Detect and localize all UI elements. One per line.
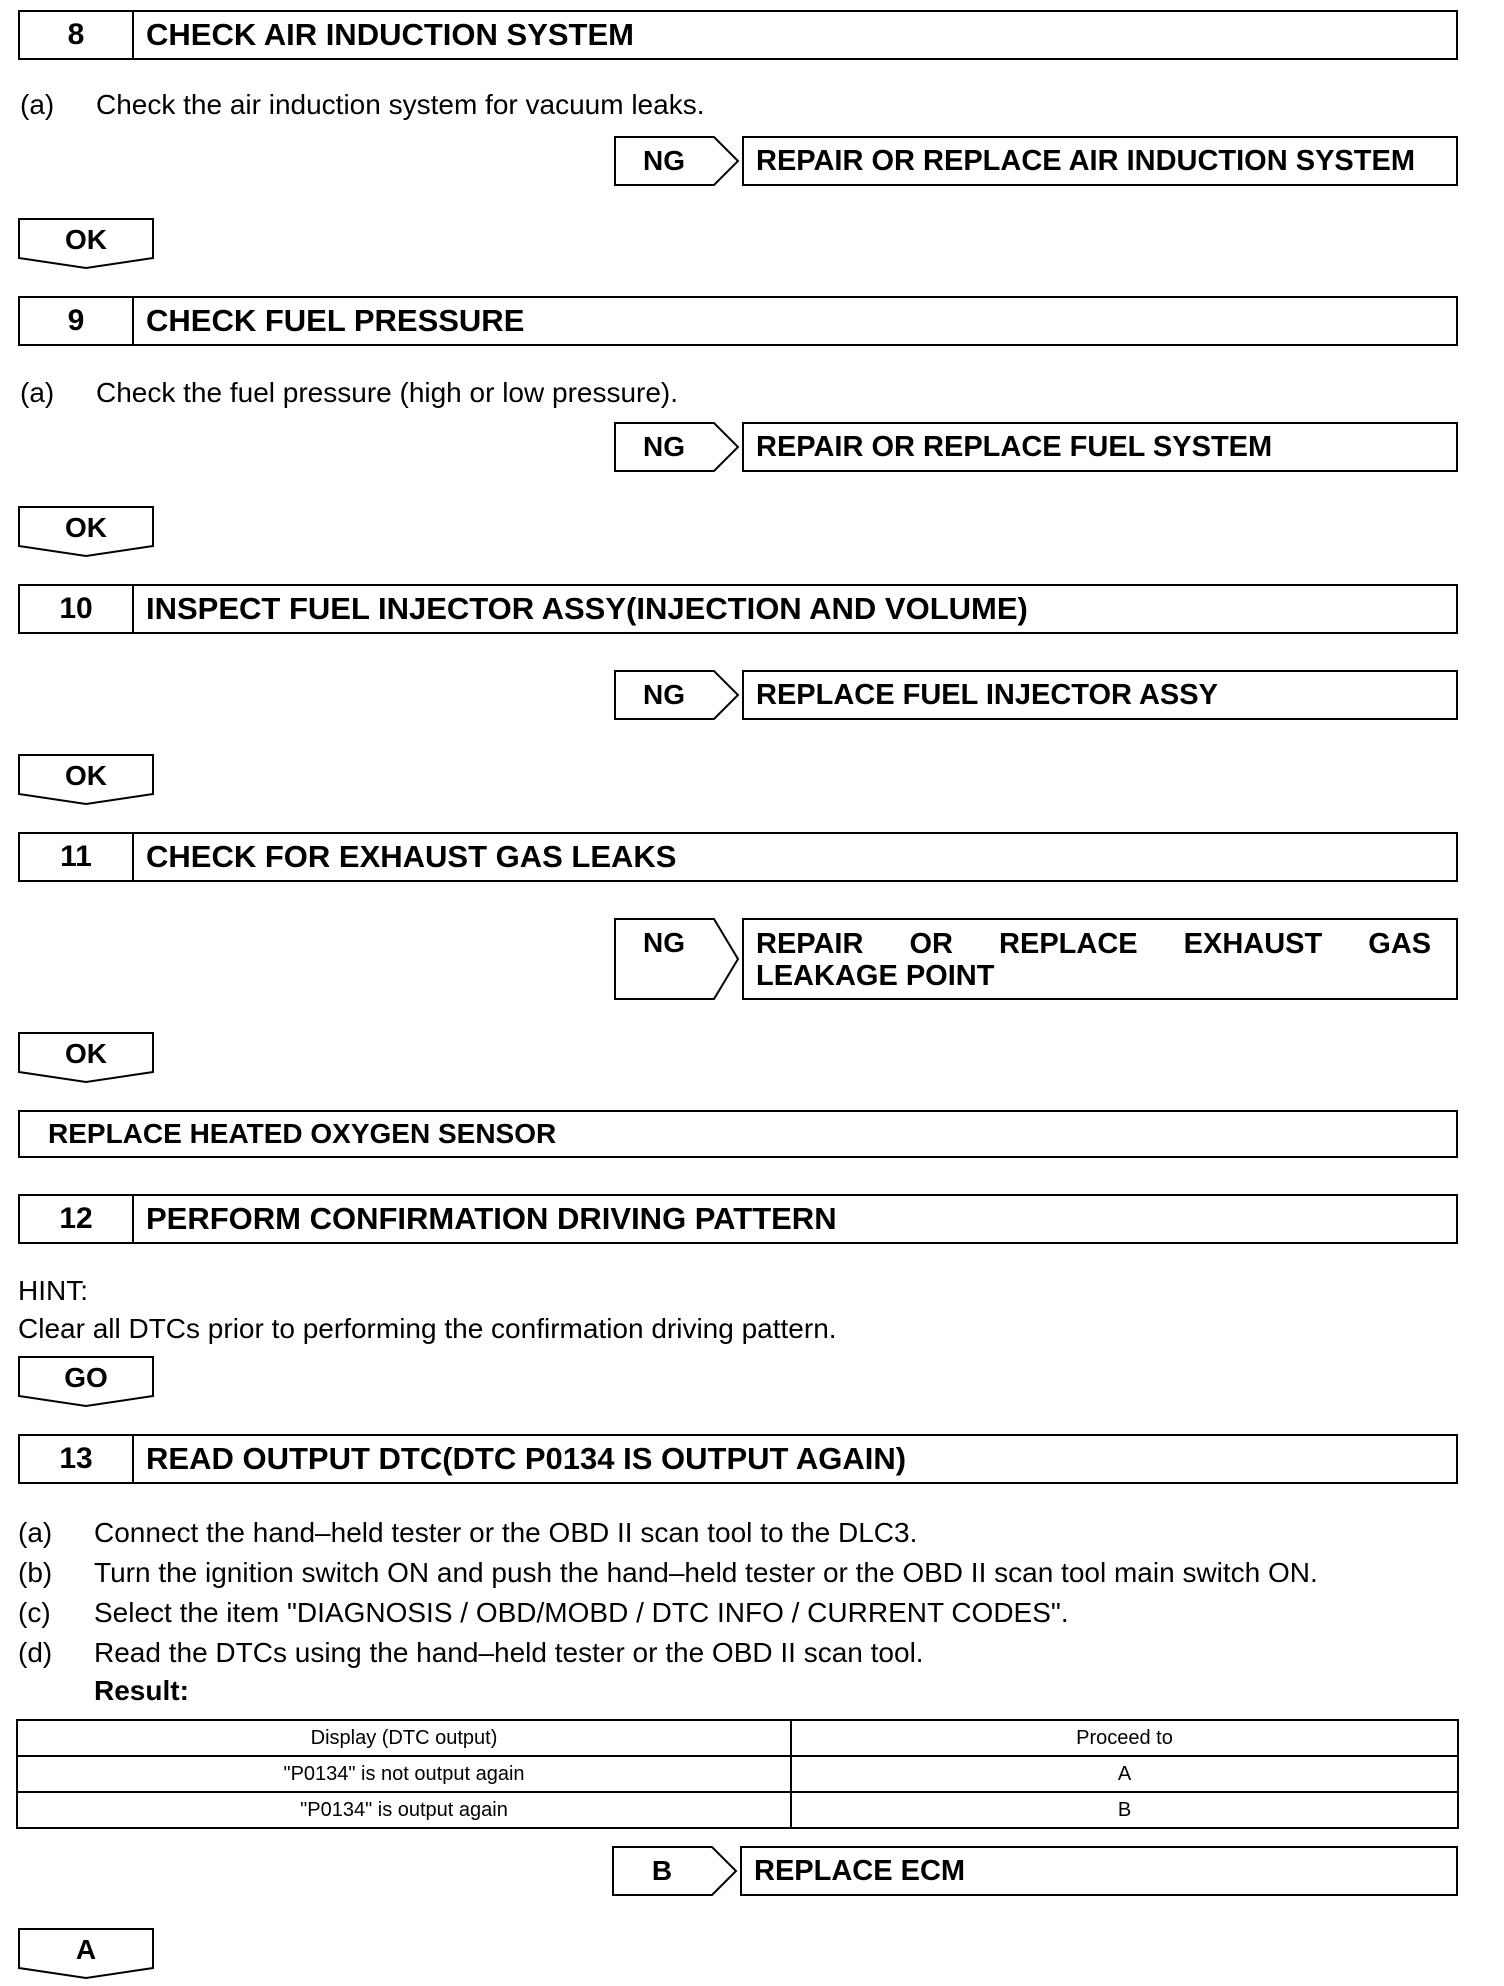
item-text: Read the DTCs using the hand–held tester or the OBD II scan tool. (94, 1637, 924, 1668)
ok-tab (18, 218, 154, 272)
ok-tab (18, 506, 154, 560)
ok-tab (18, 1032, 154, 1086)
step-number: 10 (20, 586, 134, 632)
final-action-text: REPLACE HEATED OXYGEN SENSOR (48, 1118, 557, 1149)
ok-tab (18, 754, 154, 808)
step-10-header (18, 584, 1458, 634)
ng-result-box: REPLACE FUEL INJECTOR ASSY (742, 670, 1458, 720)
item-letter: (b) (18, 1557, 53, 1588)
step-title: READ OUTPUT DTC(DTC P0134 IS OUTPUT AGAIN) (146, 1441, 907, 1476)
table-cell: "P0134" is not output again (17, 1756, 791, 1792)
table-header: Proceed to (791, 1720, 1458, 1756)
step-8-header (18, 10, 1458, 60)
step-number: 8 (20, 12, 134, 58)
ng-result-box: REPAIR OR REPLACE FUEL SYSTEM (742, 422, 1458, 472)
final-action-box (18, 1110, 1458, 1158)
result-table (16, 1719, 1459, 1829)
ng-branch-arrow (614, 422, 742, 472)
table-cell: B (791, 1792, 1458, 1828)
step-title: CHECK FUEL PRESSURE (146, 303, 525, 338)
a-tab (18, 1928, 154, 1982)
step-13-header (18, 1434, 1458, 1484)
table-header-row (17, 1720, 1458, 1756)
ok-label: OK (65, 512, 107, 543)
step-12-header (18, 1194, 1458, 1244)
item-text: Connect the hand–held tester or the OBD II scan tool to the DLC3. (94, 1517, 918, 1548)
b-label: B (651, 1855, 673, 1886)
item-text: Select the item "DIAGNOSIS / OBD/MOBD / DTC INFO / CURRENT CODES". (94, 1597, 1069, 1628)
ng-branch-arrow (614, 670, 742, 720)
result-line-2: LEAKAGE POINT (756, 960, 995, 992)
ok-label: OK (65, 760, 107, 791)
item-text: Check the fuel pressure (high or low pressure). (96, 377, 679, 408)
go-label: GO (64, 1362, 108, 1393)
ng-label: NG (643, 145, 685, 176)
item-letter: (a) (18, 1517, 53, 1548)
table-row (17, 1792, 1458, 1828)
ng-result-box: REPAIR OR REPLACE AIR INDUCTION SYSTEM (742, 136, 1458, 186)
b-branch-arrow (612, 1846, 740, 1896)
ng-branch-arrow (614, 918, 742, 1000)
item-letter: (a) (20, 89, 55, 120)
step-number: 9 (20, 298, 134, 344)
a-label: A (75, 1934, 97, 1965)
hint-text: Clear all DTCs prior to performing the confirmation driving pattern. (18, 1313, 837, 1344)
b-result-box: REPLACE ECM (740, 1846, 1458, 1896)
step-title: CHECK FOR EXHAUST GAS LEAKS (146, 839, 677, 874)
table-cell: "P0134" is output again (17, 1792, 791, 1828)
step-number: 13 (20, 1436, 134, 1482)
step-number: 11 (20, 834, 134, 880)
justified-line (756, 928, 1436, 960)
go-tab (18, 1356, 154, 1410)
item-letter: (a) (20, 377, 55, 408)
result-line-1: REPAIR OR REPLACE EXHAUST GAS (756, 928, 1432, 960)
step-title: PERFORM CONFIRMATION DRIVING PATTERN (146, 1201, 837, 1236)
table-row (17, 1756, 1458, 1792)
ng-label: NG (643, 679, 685, 710)
ng-branch-arrow (614, 136, 742, 186)
ng-result-box-multiline (742, 918, 1458, 1000)
step-11-header (18, 832, 1458, 882)
step-9-header (18, 296, 1458, 346)
ok-label: OK (65, 1038, 107, 1069)
table-header: Display (DTC output) (17, 1720, 791, 1756)
hint-label: HINT: (18, 1275, 88, 1306)
item-text: Check the air induction system for vacuum leaks. (96, 89, 705, 120)
step-title: CHECK AIR INDUCTION SYSTEM (146, 17, 634, 52)
ok-label: OK (65, 224, 107, 255)
item-letter: (c) (18, 1597, 51, 1628)
step-number: 12 (20, 1196, 134, 1242)
step-title: INSPECT FUEL INJECTOR ASSY(INJECTION AND VOLUME) (146, 591, 1028, 626)
ng-label: NG (643, 431, 685, 462)
item-letter: (d) (18, 1637, 53, 1668)
ng-label: NG (643, 927, 685, 958)
item-text: Turn the ignition switch ON and push the hand–held tester or the OBD II scan tool main switch ON. (94, 1557, 1318, 1588)
result-label: Result: (94, 1675, 189, 1706)
table-cell: A (791, 1756, 1458, 1792)
